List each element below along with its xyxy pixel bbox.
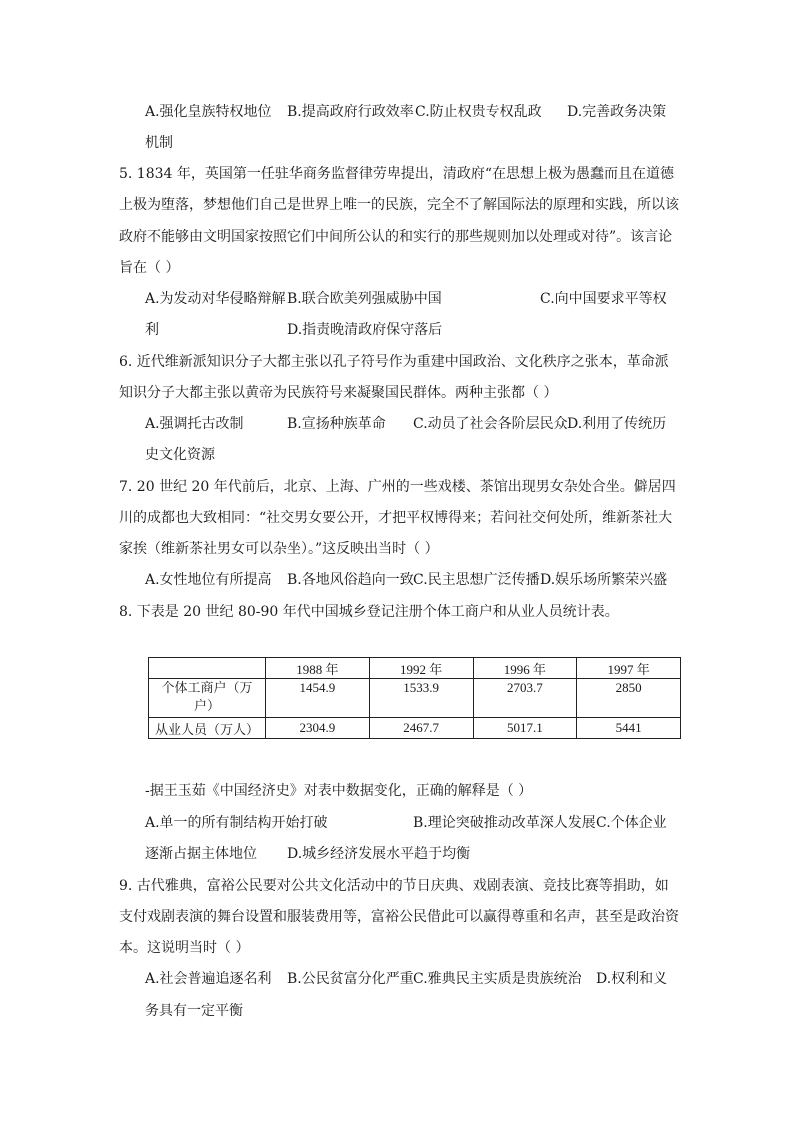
q6-stem-line1: 6. 近代维新派知识分子大都主张以孔子符号作为重建中国政治、文化秩序之张本，革命派 [119, 354, 669, 370]
table-header-1988: 1988 年 [266, 658, 370, 679]
q7-stem-line1: 7. 20 世纪 20 年代前后，北京、上海、广州的一些戏楼、茶馆出现男女杂处合坐。僻居四 [119, 479, 676, 495]
table-corner-cell [149, 658, 266, 679]
q9-stem-line3: 本。这说明当时（ ） [119, 940, 250, 956]
row-label-employees: 从业人员（万人） [149, 718, 266, 739]
q6-option-b: B.宣扬种族革命 [287, 416, 386, 432]
table-header-1996: 1996 年 [473, 658, 577, 679]
table-cell: 2304.9 [266, 718, 370, 739]
q9-option-b: B.公民贫富分化严重 [287, 971, 414, 987]
q8-source-line: -据王玉茹《中国经济史》对表中数据变化，正确的解释是（ ） [145, 783, 533, 799]
q9-option-d: D.权利和义 [596, 971, 668, 987]
q5-stem-line1: 5. 1834 年，英国第一任驻华商务监督律劳卑提出，清政府“在思想上极为愚蠢而且在道德 [119, 166, 675, 182]
q8-option-b: B.理论突破推动改革深人发展 [413, 815, 596, 831]
q6-option-a: A.强调托古改制 [145, 416, 244, 432]
q5-option-a: A.为发动对华侵略辩解 [145, 291, 286, 307]
q6-option-c: C.动员了社会各阶层民众 [413, 416, 568, 432]
table-cell: 5017.1 [473, 718, 577, 739]
q6-stem-line2: 知识分子大都主张以黄帝为民族符号来凝聚国民群体。两种主张都（ ） [119, 385, 558, 401]
q4-option-a: A.强化皇族特权地位 [145, 104, 272, 120]
table-cell: 2850 [577, 679, 681, 718]
q7-option-a: A.女性地位有所提高 [145, 572, 272, 588]
q5-stem-line2: 上极为堕落，梦想他们自己是世界上唯一的民族，完全不了解国际法的原理和实践，所以该 [119, 197, 679, 213]
q8-option-d: D.城乡经济发展水平趋于均衡 [287, 846, 471, 862]
q8-option-a: A.单一的所有制结构开始打破 [145, 815, 328, 831]
q7-stem-line3: 家挨（维新茶社男女可以杂坐）。”这反映出当时（ ） [119, 541, 439, 557]
q7-option-b: B.各地风俗趋向一致 [287, 572, 414, 588]
q4-option-d: D.完善政务决策 [567, 104, 667, 120]
q8-stem-line1: 8. 下表是 20 世纪 80-90 年代中国城乡登记注册个体工商户和从业人员统计表。 [119, 604, 619, 620]
q7-option-d: D.娱乐场所繁荣兴盛 [540, 572, 668, 588]
table-cell: 2703.7 [473, 679, 577, 718]
table-cell: 2467.7 [369, 718, 473, 739]
row-label-households-line1: 个体工商户（万 [161, 681, 253, 696]
q5-option-b: B.联合欧美列强威胁中国 [287, 291, 442, 307]
q4-option-b: B.提高政府行政效率 [287, 104, 414, 120]
q4-option-d-cont: 机制 [145, 135, 173, 151]
q5-option-c: C.向中国要求平等权 [540, 291, 667, 307]
q7-option-c: C.民主思想广泛传播 [413, 572, 540, 588]
q9-stem-line2: 支付戏剧表演的舞台设置和服装费用等，富裕公民借此可以赢得尊重和名声，甚至是政治资 [119, 909, 679, 925]
q8-option-c-cont: 逐渐占据主体地位 [145, 846, 257, 862]
table-header-row [149, 658, 681, 679]
table-cell: 1454.9 [266, 679, 370, 718]
q5-stem-line4: 旨在（ ） [119, 260, 180, 276]
q9-option-c: C.雅典民主实质是贵族统治 [413, 971, 582, 987]
table-row [149, 679, 681, 718]
q8-statistics-table [148, 657, 681, 739]
table-header-1992: 1992 年 [369, 658, 473, 679]
q5-stem-line3: 政府不能够由文明国家按照它们中间所公认的和实行的那些规则加以处理或对待”。该言论 [119, 229, 673, 245]
q6-option-d: D.利用了传统历 [567, 416, 667, 432]
q6-option-d-cont: 史文化资源 [145, 447, 215, 463]
q5-option-d: D.指责晚清政府保守落后 [287, 322, 443, 338]
q4-option-c: C.防止权贵专权乱政 [415, 104, 542, 120]
table-row [149, 718, 681, 739]
row-label-households-line2: 户） [193, 699, 220, 714]
q9-stem-line1: 9. 古代雅典，富裕公民要对公共文化活动中的节日庆典、戏剧表演、竞技比赛等捐助，如 [119, 878, 669, 894]
table-cell: 5441 [577, 718, 681, 739]
q9-option-a: A.社会普遍追逐名利 [145, 971, 272, 987]
row-label-households [149, 679, 266, 718]
q8-option-c: C.个体企业 [596, 815, 667, 831]
q7-stem-line2: 川的成都也大致相同：“社交男女要公开，才把平权博得来；若问社交何处所，维新茶社大 [119, 510, 673, 526]
table-cell: 1533.9 [369, 679, 473, 718]
table-header-1997: 1997 年 [577, 658, 681, 679]
q5-option-c-cont: 利 [145, 322, 159, 338]
q9-option-d-cont: 务具有一定平衡 [145, 1003, 243, 1019]
